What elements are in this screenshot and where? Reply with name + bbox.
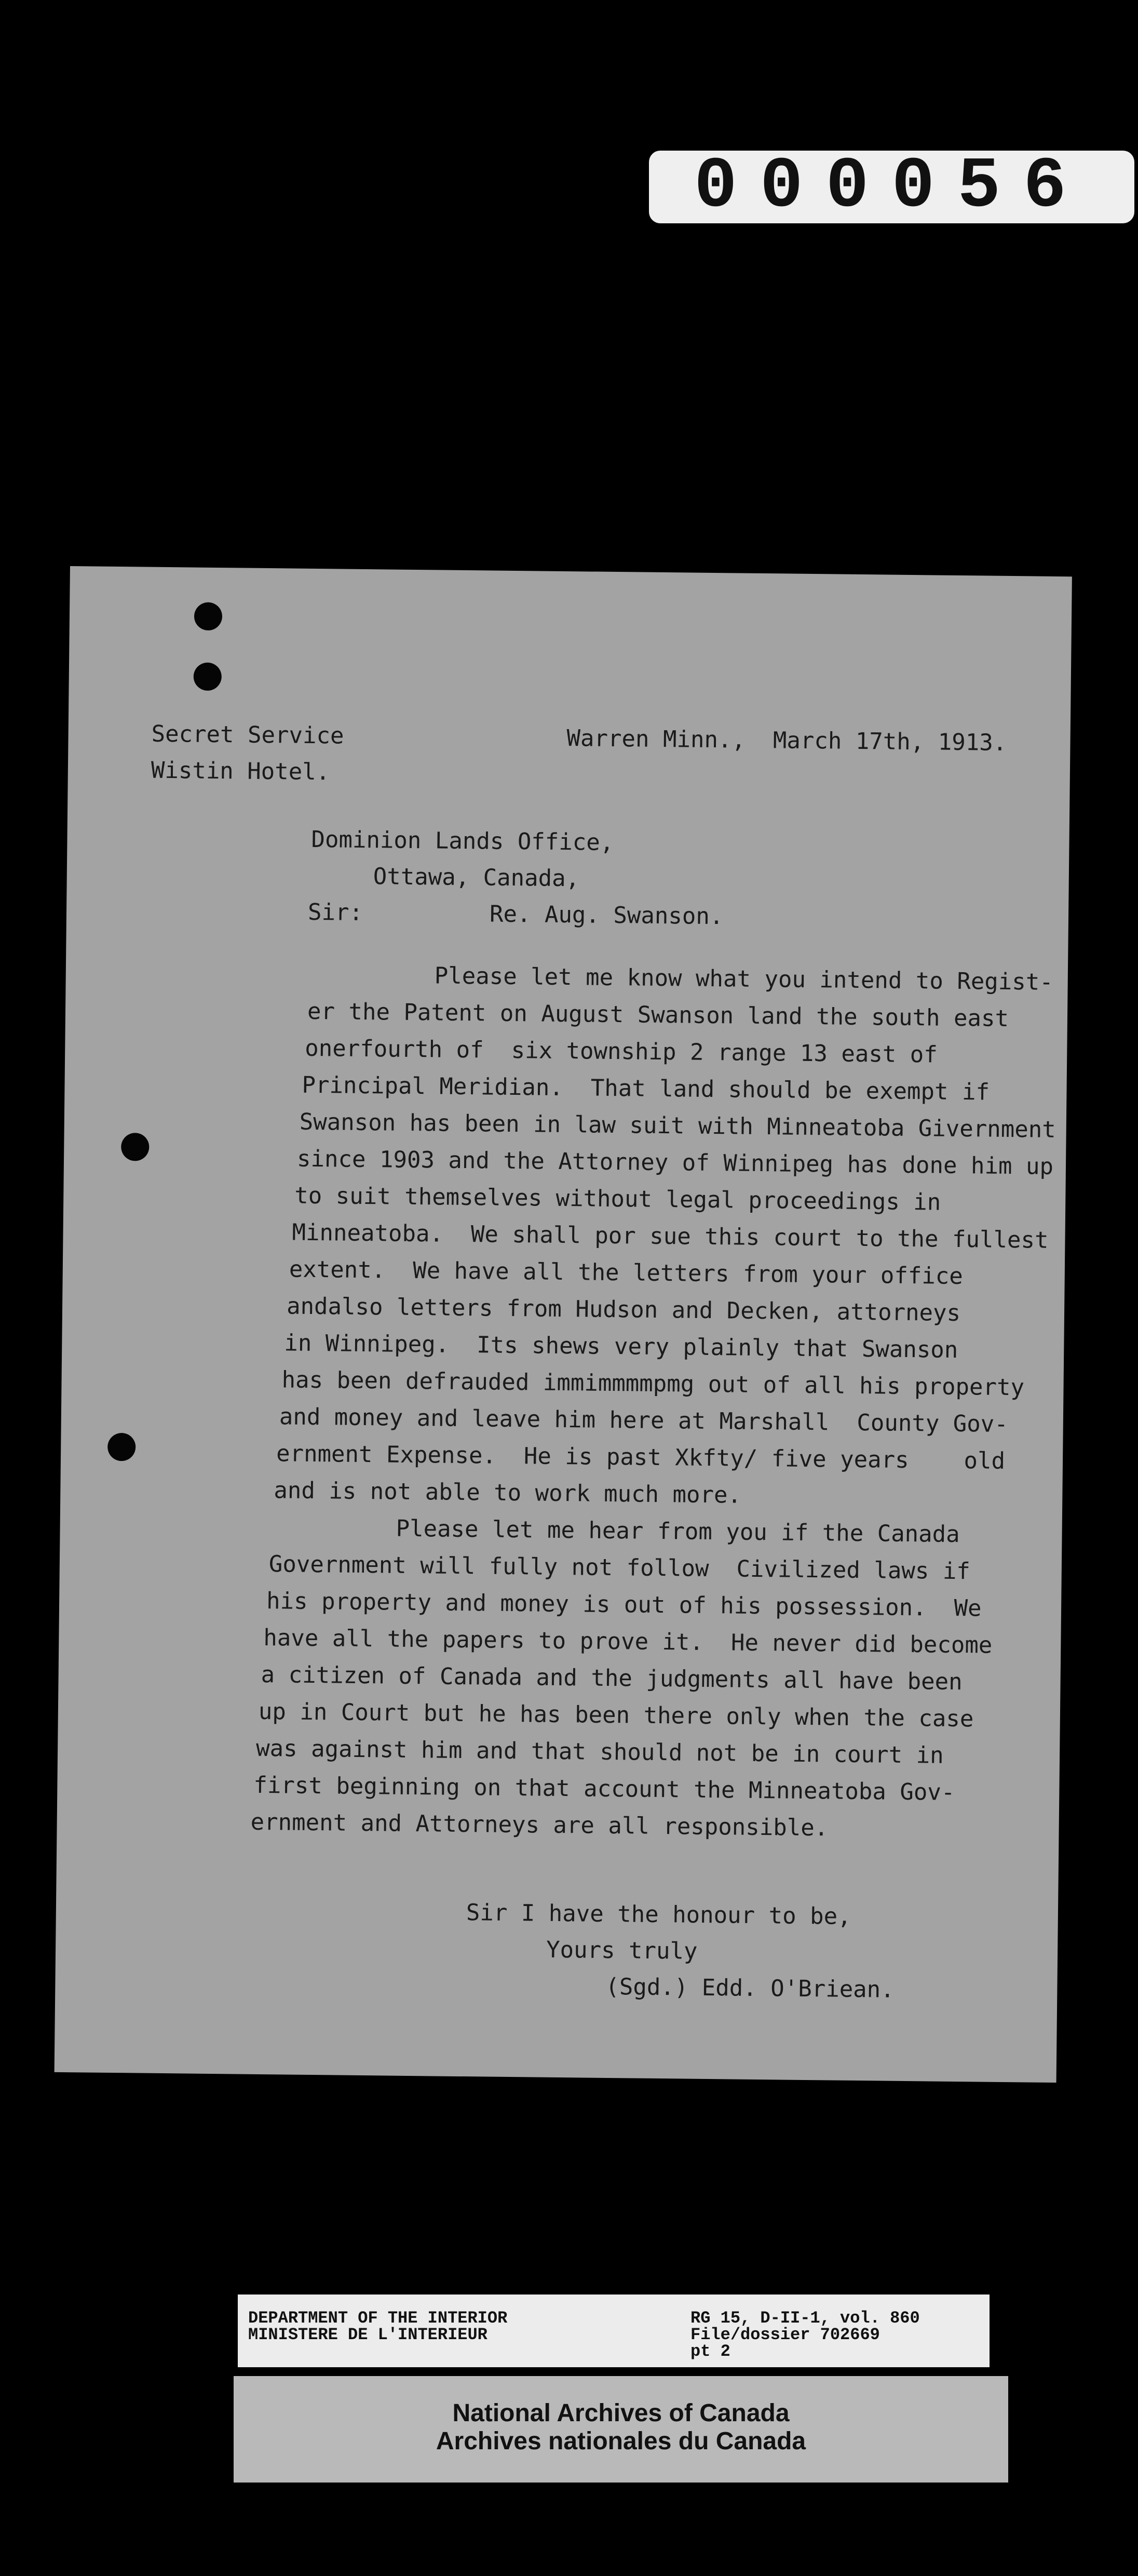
frame-number: 000056: [694, 146, 1089, 227]
body-line: Principal Meridian. That land should be exempt if: [302, 1071, 990, 1106]
body-line: and is not able to work much more.: [274, 1477, 742, 1509]
archives-name-en: National Archives of Canada: [452, 2399, 790, 2427]
body-line: have all the papers to prove it. He never did become: [263, 1625, 993, 1659]
body-line: Minneatoba. We shall por sue this court to the fullest: [292, 1219, 1049, 1254]
body-line: Please let me know what you intend to Regist-: [434, 962, 1054, 996]
body-line: up in Court but he has been there only when the case: [258, 1698, 974, 1733]
recipient-line: Dominion Lands Office,: [311, 826, 614, 856]
subject-line: Re. Aug. Swanson.: [489, 901, 724, 930]
recipient-line: Ottawa, Canada,: [373, 863, 580, 892]
archives-banner: [234, 2376, 1008, 2483]
punch-hole: [107, 1433, 136, 1461]
archive-reference-label: [238, 2295, 990, 2367]
body-line: to suit themselves without legal proceedings in: [294, 1182, 941, 1216]
body-line: first beginning on that account the Minneatoba Gov-: [253, 1772, 955, 1806]
closing-line: Yours truly: [546, 1936, 698, 1965]
body-line: in Winnipeg. Its shews very plainly that Swanson: [284, 1330, 958, 1363]
department-en: DEPARTMENT OF THE INTERIOR: [248, 2309, 508, 2328]
body-line: since 1903 and the Attorney of Winnipeg has done him up: [296, 1145, 1054, 1180]
salutation: Sir:: [307, 898, 363, 926]
record-group-reference: RG 15, D-II-1, vol. 860: [690, 2309, 920, 2328]
body-line: Government will fully not follow Civilized laws if: [268, 1551, 971, 1585]
sender-line: Secret Service: [151, 720, 344, 749]
body-line: ernment Expense. He is past Xkfty/ five years old: [276, 1440, 1006, 1474]
body-line: and money and leave him here at Marshall County Gov-: [279, 1403, 1009, 1438]
part-number: pt 2: [690, 2342, 730, 2361]
body-line: er the Patent on August Swanson land the south east: [307, 998, 1009, 1032]
body-line: was against him and that should not be in court in: [255, 1735, 944, 1769]
department-fr: MINISTERE DE L'INTERIEUR: [248, 2325, 487, 2344]
body-line: a citizen of Canada and the judgments all have been: [261, 1661, 963, 1696]
body-line: Swanson has been in law suit with Minneatoba Givernment: [299, 1108, 1056, 1143]
frame-number-stamp: [649, 146, 1134, 227]
punch-hole: [194, 663, 222, 691]
archives-name-fr: Archives nationales du Canada: [436, 2427, 806, 2455]
punch-hole: [121, 1133, 150, 1161]
letter-page: [55, 566, 1072, 2083]
place-date: Warren Minn., March 17th, 1913.: [566, 725, 1007, 756]
signature-line: (Sgd.) Edd. O'Briean.: [605, 1973, 895, 2003]
body-line: andalso letters from Hudson and Decken, attorneys: [286, 1293, 961, 1327]
body-line: onerfourth of six township 2 range 13 east of: [305, 1035, 938, 1068]
body-line: has been defrauded immimmmmpmg out of all his property: [281, 1366, 1025, 1401]
sender-line: Wistin Hotel.: [151, 757, 330, 786]
body-line: ernment and Attorneys are all responsible.: [250, 1808, 829, 1842]
body-line: Please let me hear from you if the Canada: [396, 1515, 960, 1548]
punch-hole: [194, 602, 223, 631]
body-line: extent. We have all the letters from your office: [289, 1256, 964, 1290]
body-line: his property and money is out of his possession. We: [266, 1588, 982, 1622]
file-number: File/dossier 702669: [690, 2325, 880, 2344]
closing-line: Sir I have the honour to be,: [466, 1899, 851, 1930]
